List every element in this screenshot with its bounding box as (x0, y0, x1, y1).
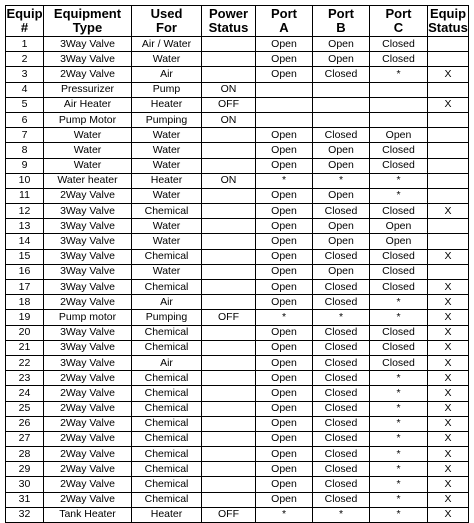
cell-equip-number: 32 (6, 507, 44, 522)
cell-used-for: Heater (132, 97, 202, 112)
cell-equip-number: 20 (6, 325, 44, 340)
cell-port-a: Open (256, 462, 313, 477)
header-port-b: Port B (313, 6, 370, 37)
cell-equip-number: 9 (6, 158, 44, 173)
cell-port-c: Closed (370, 280, 428, 295)
cell-equip-status: X (428, 280, 469, 295)
cell-port-b: Closed (313, 204, 370, 219)
cell-equip-number: 31 (6, 492, 44, 507)
cell-port-a: Open (256, 371, 313, 386)
cell-equipment-type: 2Way Valve (44, 477, 132, 492)
cell-port-c: * (370, 401, 428, 416)
header-port-c: Port C (370, 6, 428, 37)
cell-equip-number: 3 (6, 67, 44, 82)
cell-port-b: Closed (313, 355, 370, 370)
cell-equip-number: 10 (6, 173, 44, 188)
header-used-for: Used For (132, 6, 202, 37)
cell-port-a: Open (256, 401, 313, 416)
cell-port-b (313, 97, 370, 112)
cell-equip-status: X (428, 492, 469, 507)
cell-equip-number: 25 (6, 401, 44, 416)
cell-equip-status (428, 188, 469, 203)
table-body (6, 37, 469, 523)
cell-port-b: Closed (313, 492, 370, 507)
cell-used-for: Water (132, 219, 202, 234)
cell-port-a: Open (256, 128, 313, 143)
table-row (6, 128, 469, 143)
cell-port-b: Closed (313, 431, 370, 446)
cell-equip-number: 23 (6, 371, 44, 386)
table-row (6, 97, 469, 112)
cell-port-c: * (370, 310, 428, 325)
cell-equip-status: X (428, 462, 469, 477)
cell-power-status (202, 295, 256, 310)
cell-equip-status: X (428, 401, 469, 416)
cell-port-c: * (370, 447, 428, 462)
cell-port-a: Open (256, 416, 313, 431)
cell-port-a: Open (256, 447, 313, 462)
cell-port-a: Open (256, 37, 313, 52)
cell-used-for: Chemical (132, 386, 202, 401)
table-row (6, 173, 469, 188)
cell-equipment-type: 2Way Valve (44, 401, 132, 416)
cell-power-status: OFF (202, 97, 256, 112)
table-row (6, 507, 469, 522)
cell-power-status (202, 52, 256, 67)
cell-equipment-type: 2Way Valve (44, 67, 132, 82)
cell-equip-number: 4 (6, 82, 44, 97)
cell-port-a: Open (256, 158, 313, 173)
cell-equip-number: 29 (6, 462, 44, 477)
cell-used-for: Water (132, 264, 202, 279)
cell-power-status (202, 128, 256, 143)
cell-power-status (202, 204, 256, 219)
cell-used-for: Chemical (132, 447, 202, 462)
cell-used-for: Chemical (132, 416, 202, 431)
cell-power-status (202, 431, 256, 446)
cell-port-b: Closed (313, 447, 370, 462)
cell-used-for: Chemical (132, 492, 202, 507)
cell-port-c: * (370, 507, 428, 522)
table-row (6, 158, 469, 173)
cell-port-c: Closed (370, 158, 428, 173)
cell-equipment-type: 2Way Valve (44, 188, 132, 203)
table-row (6, 431, 469, 446)
cell-power-status (202, 462, 256, 477)
cell-port-c: * (370, 67, 428, 82)
cell-equipment-type: 2Way Valve (44, 371, 132, 386)
cell-equip-status (428, 234, 469, 249)
cell-port-c: * (370, 188, 428, 203)
cell-port-c: * (370, 492, 428, 507)
cell-equip-number: 30 (6, 477, 44, 492)
cell-port-a: Open (256, 295, 313, 310)
cell-port-a: Open (256, 280, 313, 295)
cell-equip-number: 8 (6, 143, 44, 158)
cell-port-c: Closed (370, 325, 428, 340)
cell-equip-status: X (428, 477, 469, 492)
table-row (6, 310, 469, 325)
cell-equip-number: 13 (6, 219, 44, 234)
cell-port-b: Closed (313, 462, 370, 477)
cell-equipment-type: 3Way Valve (44, 234, 132, 249)
cell-used-for: Heater (132, 507, 202, 522)
cell-port-c: Closed (370, 264, 428, 279)
cell-power-status (202, 67, 256, 82)
cell-equipment-type: 3Way Valve (44, 264, 132, 279)
cell-port-c: * (370, 386, 428, 401)
cell-equipment-type: 2Way Valve (44, 431, 132, 446)
cell-equipment-type: Pump Motor (44, 112, 132, 127)
cell-equip-status (428, 173, 469, 188)
cell-equip-number: 11 (6, 188, 44, 203)
cell-port-a: Open (256, 219, 313, 234)
cell-equipment-type: 3Way Valve (44, 355, 132, 370)
cell-equip-number: 7 (6, 128, 44, 143)
table-row (6, 371, 469, 386)
cell-power-status (202, 158, 256, 173)
cell-used-for: Water (132, 234, 202, 249)
cell-used-for: Pumping (132, 310, 202, 325)
cell-equip-number: 15 (6, 249, 44, 264)
cell-equipment-type: 3Way Valve (44, 204, 132, 219)
cell-port-a: * (256, 310, 313, 325)
table-row (6, 386, 469, 401)
cell-equip-number: 16 (6, 264, 44, 279)
cell-equipment-type: 2Way Valve (44, 416, 132, 431)
table-row (6, 416, 469, 431)
cell-equipment-type: 2Way Valve (44, 447, 132, 462)
header-power-status: Power Status (202, 6, 256, 37)
header-equipment-type: Equipment Type (44, 6, 132, 37)
cell-equip-number: 14 (6, 234, 44, 249)
cell-equip-status (428, 219, 469, 234)
cell-equip-status: X (428, 340, 469, 355)
cell-used-for: Chemical (132, 204, 202, 219)
cell-port-c: Closed (370, 249, 428, 264)
cell-equip-status: X (428, 507, 469, 522)
cell-power-status (202, 447, 256, 462)
cell-equipment-type: Water (44, 143, 132, 158)
cell-equip-number: 22 (6, 355, 44, 370)
cell-equipment-type: 3Way Valve (44, 249, 132, 264)
cell-port-c: Open (370, 128, 428, 143)
cell-equip-status: X (428, 249, 469, 264)
cell-equipment-type: Water heater (44, 173, 132, 188)
cell-port-a: Open (256, 340, 313, 355)
cell-used-for: Chemical (132, 340, 202, 355)
cell-port-b: Closed (313, 371, 370, 386)
cell-port-c: * (370, 431, 428, 446)
cell-equip-status (428, 52, 469, 67)
cell-port-b: Closed (313, 249, 370, 264)
cell-port-c: Closed (370, 143, 428, 158)
table-row (6, 295, 469, 310)
cell-port-b (313, 82, 370, 97)
cell-port-a: Open (256, 477, 313, 492)
cell-port-a: Open (256, 204, 313, 219)
cell-equip-number: 5 (6, 97, 44, 112)
cell-port-a (256, 112, 313, 127)
cell-power-status (202, 477, 256, 492)
cell-equip-number: 21 (6, 340, 44, 355)
cell-port-c: * (370, 477, 428, 492)
cell-port-a: * (256, 507, 313, 522)
cell-port-c: Closed (370, 37, 428, 52)
cell-used-for: Chemical (132, 431, 202, 446)
cell-equip-status: X (428, 386, 469, 401)
cell-used-for: Air (132, 67, 202, 82)
cell-port-b: Closed (313, 416, 370, 431)
cell-port-a: Open (256, 386, 313, 401)
cell-port-c (370, 112, 428, 127)
cell-equipment-type: Tank Heater (44, 507, 132, 522)
header-equip-status: Equip Status (428, 6, 468, 35)
cell-equipment-type: 3Way Valve (44, 280, 132, 295)
cell-power-status: ON (202, 112, 256, 127)
cell-port-b: Closed (313, 340, 370, 355)
cell-equip-number: 6 (6, 112, 44, 127)
cell-power-status: OFF (202, 507, 256, 522)
cell-port-b (313, 112, 370, 127)
cell-port-c (370, 82, 428, 97)
cell-equip-number: 28 (6, 447, 44, 462)
cell-equip-status (428, 143, 469, 158)
cell-equip-status (428, 82, 469, 97)
table-row (6, 37, 469, 52)
cell-port-b: Closed (313, 295, 370, 310)
cell-used-for: Air / Water (132, 37, 202, 52)
cell-equip-status: X (428, 295, 469, 310)
cell-port-b: Open (313, 37, 370, 52)
cell-port-b: Open (313, 158, 370, 173)
cell-port-c: * (370, 462, 428, 477)
cell-port-c: Open (370, 219, 428, 234)
cell-used-for: Air (132, 355, 202, 370)
cell-port-a: Open (256, 492, 313, 507)
cell-port-c: Closed (370, 355, 428, 370)
cell-used-for: Water (132, 188, 202, 203)
cell-equipment-type: 3Way Valve (44, 325, 132, 340)
cell-used-for: Chemical (132, 325, 202, 340)
cell-equipment-type: 3Way Valve (44, 219, 132, 234)
cell-port-b: * (313, 310, 370, 325)
cell-port-b: Open (313, 52, 370, 67)
cell-equipment-type: 2Way Valve (44, 295, 132, 310)
cell-power-status (202, 355, 256, 370)
table-row (6, 188, 469, 203)
cell-port-c: * (370, 173, 428, 188)
cell-equip-number: 18 (6, 295, 44, 310)
cell-equip-status: X (428, 447, 469, 462)
table-row (6, 82, 469, 97)
cell-equip-status (428, 37, 469, 52)
cell-port-a: Open (256, 325, 313, 340)
cell-power-status (202, 219, 256, 234)
cell-equip-status (428, 112, 469, 127)
cell-port-b: * (313, 173, 370, 188)
cell-used-for: Chemical (132, 249, 202, 264)
table-row (6, 52, 469, 67)
cell-port-c: * (370, 295, 428, 310)
cell-port-a: * (256, 173, 313, 188)
cell-port-b: Open (313, 234, 370, 249)
cell-used-for: Water (132, 158, 202, 173)
cell-equip-status: X (428, 355, 469, 370)
cell-power-status (202, 249, 256, 264)
table-row (6, 280, 469, 295)
cell-power-status (202, 188, 256, 203)
table-row (6, 234, 469, 249)
cell-port-c: Closed (370, 52, 428, 67)
table-row (6, 477, 469, 492)
cell-port-a: Open (256, 355, 313, 370)
cell-equip-status: X (428, 204, 469, 219)
cell-equipment-type: 2Way Valve (44, 492, 132, 507)
cell-port-b: Closed (313, 280, 370, 295)
cell-equipment-type: 3Way Valve (44, 52, 132, 67)
table-row (6, 264, 469, 279)
cell-equip-status: X (428, 431, 469, 446)
cell-port-b: Closed (313, 477, 370, 492)
cell-equip-number: 1 (6, 37, 44, 52)
cell-port-c: * (370, 371, 428, 386)
cell-port-a: Open (256, 143, 313, 158)
cell-power-status: ON (202, 173, 256, 188)
cell-equip-status: X (428, 97, 469, 112)
cell-equipment-type: Pump motor (44, 310, 132, 325)
cell-power-status (202, 280, 256, 295)
cell-used-for: Air (132, 295, 202, 310)
cell-equip-status: X (428, 325, 469, 340)
cell-port-c: Open (370, 234, 428, 249)
cell-port-a (256, 82, 313, 97)
cell-port-a: Open (256, 264, 313, 279)
cell-equipment-type: 3Way Valve (44, 340, 132, 355)
cell-port-b: Closed (313, 325, 370, 340)
cell-power-status: OFF (202, 310, 256, 325)
cell-power-status (202, 325, 256, 340)
header-equip-number: Equip # (6, 6, 43, 35)
equipment-status-table (5, 5, 469, 523)
cell-power-status (202, 340, 256, 355)
cell-power-status (202, 492, 256, 507)
cell-equip-number: 26 (6, 416, 44, 431)
cell-equipment-type: Water (44, 158, 132, 173)
header-port-a: Port A (256, 6, 313, 37)
cell-used-for: Chemical (132, 462, 202, 477)
cell-port-c: Closed (370, 340, 428, 355)
cell-power-status (202, 371, 256, 386)
cell-port-b: Closed (313, 386, 370, 401)
cell-equip-number: 17 (6, 280, 44, 295)
cell-equip-number: 24 (6, 386, 44, 401)
cell-equipment-type: 2Way Valve (44, 462, 132, 477)
table-row (6, 340, 469, 355)
cell-power-status (202, 401, 256, 416)
table-row (6, 325, 469, 340)
table-row (6, 67, 469, 82)
table-row (6, 249, 469, 264)
cell-equip-status (428, 128, 469, 143)
cell-used-for: Heater (132, 173, 202, 188)
cell-port-a (256, 97, 313, 112)
cell-port-c: Closed (370, 204, 428, 219)
cell-equipment-type: Pressurizer (44, 82, 132, 97)
table-row (6, 447, 469, 462)
table-row (6, 355, 469, 370)
cell-port-a: Open (256, 188, 313, 203)
cell-power-status (202, 264, 256, 279)
cell-equip-status: X (428, 371, 469, 386)
table-row (6, 462, 469, 477)
cell-power-status (202, 143, 256, 158)
header-row (6, 6, 469, 37)
cell-equipment-type: Air Heater (44, 97, 132, 112)
cell-port-a: Open (256, 431, 313, 446)
cell-equip-number: 27 (6, 431, 44, 446)
cell-equip-status (428, 158, 469, 173)
cell-equip-number: 12 (6, 204, 44, 219)
cell-used-for: Water (132, 52, 202, 67)
cell-port-a: Open (256, 234, 313, 249)
cell-port-b: Open (313, 219, 370, 234)
cell-used-for: Chemical (132, 401, 202, 416)
cell-power-status: ON (202, 82, 256, 97)
table-row (6, 219, 469, 234)
cell-port-b: * (313, 507, 370, 522)
cell-used-for: Chemical (132, 280, 202, 295)
cell-port-b: Closed (313, 67, 370, 82)
cell-equip-status: X (428, 310, 469, 325)
cell-used-for: Water (132, 128, 202, 143)
cell-used-for: Pumping (132, 112, 202, 127)
cell-equip-status: X (428, 67, 469, 82)
cell-port-b: Closed (313, 128, 370, 143)
cell-power-status (202, 234, 256, 249)
cell-equipment-type: Water (44, 128, 132, 143)
cell-equipment-type: 2Way Valve (44, 386, 132, 401)
cell-port-c (370, 97, 428, 112)
cell-used-for: Chemical (132, 371, 202, 386)
cell-used-for: Chemical (132, 477, 202, 492)
cell-equip-status (428, 264, 469, 279)
cell-port-a: Open (256, 52, 313, 67)
cell-port-a: Open (256, 249, 313, 264)
cell-used-for: Pump (132, 82, 202, 97)
cell-equipment-type: 3Way Valve (44, 37, 132, 52)
cell-port-c: * (370, 416, 428, 431)
table-row (6, 143, 469, 158)
cell-power-status (202, 386, 256, 401)
table-row (6, 401, 469, 416)
cell-equip-number: 19 (6, 310, 44, 325)
cell-used-for: Water (132, 143, 202, 158)
table-row (6, 492, 469, 507)
cell-power-status (202, 37, 256, 52)
cell-equip-number: 2 (6, 52, 44, 67)
cell-port-a: Open (256, 67, 313, 82)
cell-port-b: Open (313, 143, 370, 158)
cell-port-b: Open (313, 264, 370, 279)
cell-power-status (202, 416, 256, 431)
cell-equip-status: X (428, 416, 469, 431)
table-row (6, 204, 469, 219)
cell-port-b: Open (313, 188, 370, 203)
table-row (6, 112, 469, 127)
cell-port-b: Closed (313, 401, 370, 416)
